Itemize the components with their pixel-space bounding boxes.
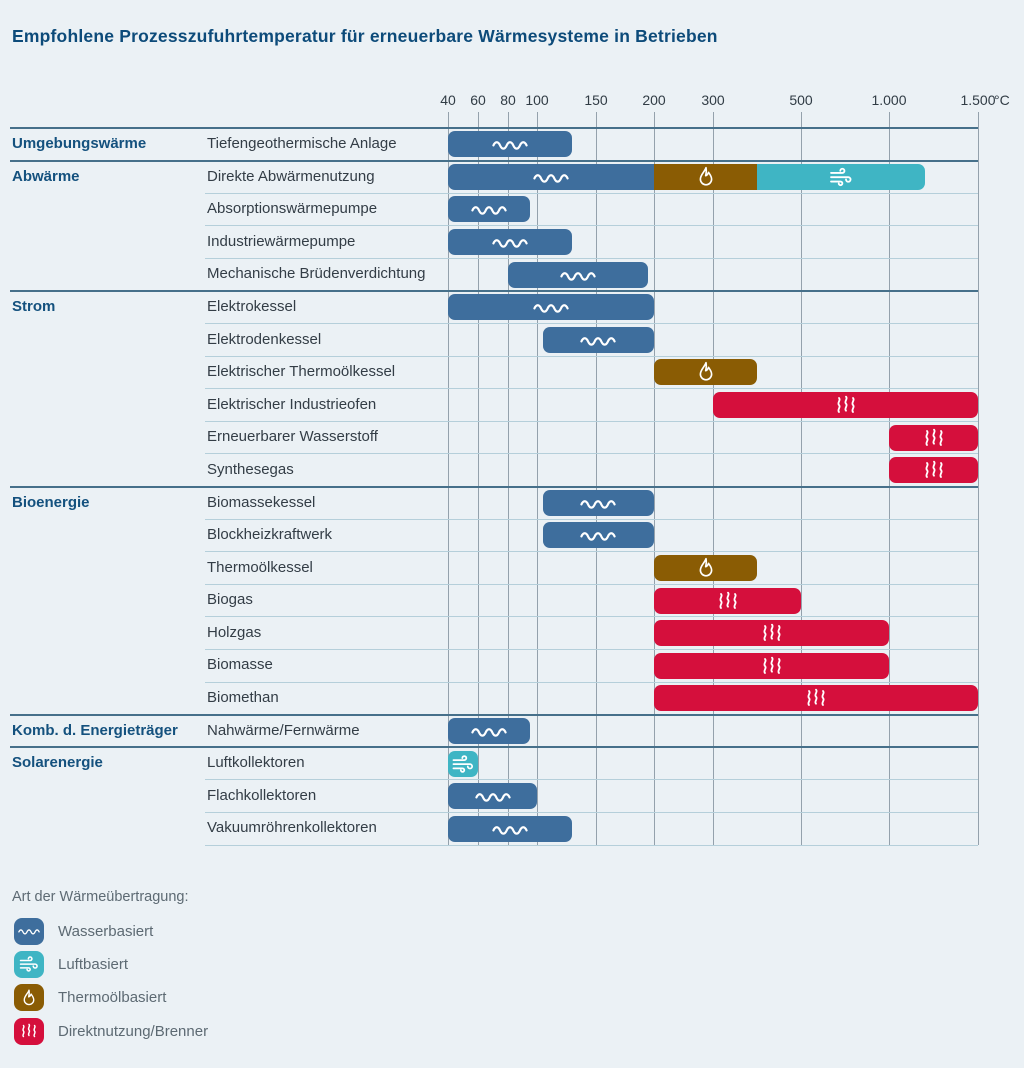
thermal-oil-swatch: [14, 984, 44, 1011]
row-label: Biomethan: [207, 689, 279, 707]
row-separator-line: [205, 682, 978, 683]
direct-icon: [922, 460, 945, 481]
row-label: Blockheizkraftwerk: [207, 526, 333, 544]
legend-label: Thermoölbasiert: [58, 989, 167, 1007]
axis-tick-label: 40: [440, 92, 456, 108]
water-icon: [533, 171, 569, 183]
row-label: Elektrischer Thermoölkessel: [207, 363, 396, 381]
grid-line: [537, 112, 538, 845]
water-icon: [18, 927, 40, 936]
bar-segment: [448, 751, 478, 777]
legend-label: Wasserbasiert: [58, 922, 154, 940]
legend-label: Luftbasiert: [58, 955, 129, 973]
category-label: Solarenergie: [12, 754, 103, 772]
bar-segment: [448, 131, 572, 157]
category-label: Abwärme: [12, 167, 80, 185]
water-icon: [580, 334, 616, 346]
bar-segment: [543, 327, 654, 353]
water-swatch: [14, 918, 44, 945]
bar-segment: [448, 783, 537, 809]
row-label: Luftkollektoren: [207, 754, 305, 772]
row-label: Biomasse: [207, 656, 273, 674]
bar-segment: [508, 262, 648, 288]
category-label: Bioenergie: [12, 493, 90, 511]
row-label: Absorptionswärmepumpe: [207, 200, 378, 218]
bar-segment: [713, 392, 978, 418]
direct-icon: [760, 623, 783, 644]
axis-tick-label: 60: [470, 92, 486, 108]
water-icon: [492, 236, 528, 248]
legend-heading: Art der Wärmeübertragung:: [12, 889, 189, 905]
axis-tick-label: 80: [500, 92, 516, 108]
bar-segment: [889, 457, 978, 483]
direct-icon: [922, 427, 945, 448]
water-icon: [560, 269, 596, 281]
bar-segment: [448, 229, 572, 255]
row-separator-line: [205, 584, 978, 585]
legend-label: Direktnutzung/Brenner: [58, 1022, 209, 1040]
grid-line: [713, 112, 714, 845]
category-label: Komb. d. Energieträger: [12, 721, 178, 739]
axis-tick-label: 100: [525, 92, 549, 108]
water-icon: [580, 529, 616, 541]
row-label: Direkte Abwärmenutzung: [207, 167, 375, 185]
row-label: Vakuumröhrenkollektoren: [207, 819, 377, 837]
axis-tick-label: 1.000: [871, 92, 907, 108]
bar-segment: [448, 164, 654, 190]
row-label: Elektrodenkessel: [207, 330, 322, 348]
bar-segment: [654, 359, 757, 385]
grid-line: [978, 112, 979, 845]
row-label: Thermoölkessel: [207, 558, 313, 576]
row-label: Flachkollektoren: [207, 786, 317, 804]
row-label: Biogas: [207, 591, 253, 609]
direct-icon: [834, 395, 857, 416]
bar-segment: [654, 685, 978, 711]
air-swatch: [14, 951, 44, 978]
row-separator-line: [205, 649, 978, 650]
grid-line: [596, 112, 597, 845]
bar-segment: [448, 196, 530, 222]
thermal-oil-icon: [696, 165, 715, 188]
row-separator-line: [205, 779, 978, 780]
axis-unit-label: °C: [994, 92, 1010, 108]
bar-segment: [448, 718, 530, 744]
bar-segment: [757, 164, 925, 190]
row-label: Tiefengeothermische Anlage: [207, 135, 397, 152]
direct-icon: [716, 590, 739, 611]
water-icon: [492, 823, 528, 835]
thermal-oil-icon: [21, 988, 37, 1007]
bar-segment: [654, 164, 757, 190]
axis-tick-label: 200: [642, 92, 666, 108]
air-icon: [829, 167, 853, 187]
group-separator-line: [10, 290, 978, 292]
bar-segment: [654, 620, 889, 646]
thermal-oil-icon: [696, 361, 715, 384]
bar-segment: [448, 816, 572, 842]
bar-segment: [543, 490, 654, 516]
bar-segment: [654, 588, 801, 614]
row-label: Elektrokessel: [207, 297, 297, 315]
water-icon: [533, 301, 569, 313]
group-separator-line: [10, 160, 978, 162]
chart-title: Empfohlene Prozesszufuhrtemperatur für erneuerbare Wärmesysteme in Betrieben: [12, 26, 718, 46]
row-label: Mechanische Brüdenverdichtung: [207, 265, 426, 283]
row-label: Industriewärmepumpe: [207, 232, 356, 250]
row-label: Nahwärme/Fernwärme: [207, 721, 360, 739]
bar-segment: [654, 555, 757, 581]
water-icon: [492, 138, 528, 150]
direct-icon: [20, 1023, 38, 1040]
row-label: Elektrischer Industrieofen: [207, 395, 377, 413]
direct-icon: [760, 655, 783, 676]
group-separator-line: [10, 486, 978, 488]
grid-line: [654, 112, 655, 845]
bar-segment: [654, 653, 889, 679]
water-icon: [471, 203, 507, 215]
air-icon: [19, 956, 39, 973]
group-separator-line: [10, 127, 978, 129]
category-label: Strom: [12, 297, 56, 315]
axis-tick-label: 500: [789, 92, 813, 108]
water-icon: [471, 725, 507, 737]
direct-icon: [805, 688, 828, 709]
grid-line: [801, 112, 802, 845]
row-label: Biomassekessel: [207, 493, 316, 511]
axis-tick-label: 300: [701, 92, 725, 108]
category-label: Umgebungswärme: [12, 135, 147, 152]
axis-tick-label: 1.500: [960, 92, 996, 108]
row-separator-line: [205, 616, 978, 617]
row-label: Synthesegas: [207, 460, 294, 478]
thermal-oil-icon: [696, 556, 715, 579]
air-icon: [452, 754, 475, 773]
row-label: Erneuerbarer Wasserstoff: [207, 428, 378, 446]
row-label: Holzgas: [207, 623, 262, 641]
direct-swatch: [14, 1018, 44, 1045]
bar-segment: [889, 425, 978, 451]
water-icon: [580, 497, 616, 509]
axis-tick-label: 150: [584, 92, 608, 108]
water-icon: [475, 790, 511, 802]
bar-segment: [448, 294, 654, 320]
bar-segment: [543, 522, 654, 548]
